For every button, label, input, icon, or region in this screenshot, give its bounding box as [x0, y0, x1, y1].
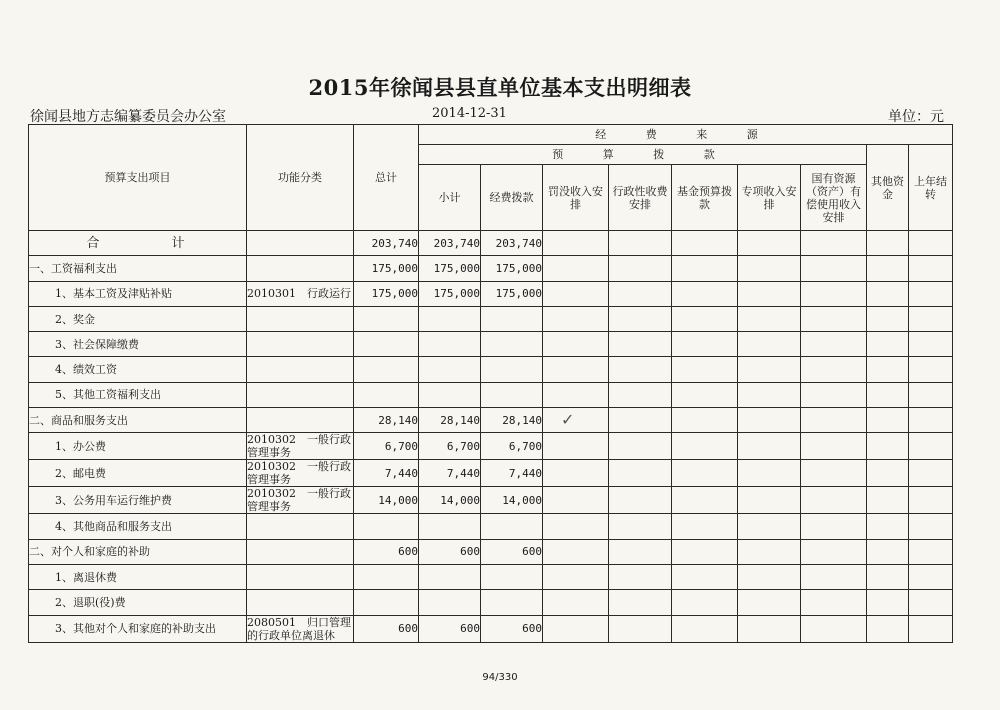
- row-empty-cell: [909, 564, 953, 589]
- row-empty-cell: [909, 408, 953, 433]
- row-subtotal-value: 28,140: [419, 408, 481, 433]
- row-empty-cell: [543, 256, 609, 281]
- row-total-value: [354, 564, 419, 589]
- row-empty-cell: [909, 539, 953, 564]
- row-empty-cell: [738, 564, 801, 589]
- row-empty-cell: [909, 332, 953, 357]
- row-empty-cell: [609, 433, 672, 460]
- row-subtotal-value: [419, 306, 481, 331]
- table-row: [29, 231, 953, 256]
- table-row: [29, 460, 953, 487]
- row-empty-cell: [672, 256, 738, 281]
- row-empty-cell: [867, 615, 909, 642]
- header-budget-allocation: 预 算 拨 款: [419, 145, 867, 165]
- row-empty-cell: [867, 382, 909, 407]
- row-item-label: 1、办公费: [29, 433, 247, 460]
- row-subtotal-value: 14,000: [419, 487, 481, 514]
- row-subtotal-value: [419, 590, 481, 615]
- row-total-value: 7,440: [354, 460, 419, 487]
- row-total-value: [354, 590, 419, 615]
- row-empty-cell: [543, 281, 609, 306]
- row-function-code: 2010302 一般行政管理事务: [247, 433, 354, 460]
- row-allocation-value: 7,440: [481, 460, 543, 487]
- header-admin-fees: 行政性收费安排: [609, 165, 672, 231]
- header-carryover: 上年结转: [909, 145, 953, 231]
- row-empty-cell: [867, 514, 909, 539]
- row-empty-cell: [738, 281, 801, 306]
- row-total-value: 600: [354, 539, 419, 564]
- row-empty-cell: [909, 514, 953, 539]
- row-function-code: [247, 408, 354, 433]
- row-empty-cell: [801, 382, 867, 407]
- row-empty-cell: [867, 487, 909, 514]
- row-empty-cell: [738, 382, 801, 407]
- row-empty-cell: [738, 487, 801, 514]
- table-row: [29, 615, 953, 642]
- table-row: [29, 408, 953, 433]
- header-funding-allocation: 经费拨款: [481, 165, 543, 231]
- row-total-value: [354, 306, 419, 331]
- row-item-label: 3、社会保障缴费: [29, 332, 247, 357]
- table-row: [29, 332, 953, 357]
- row-empty-cell: [909, 615, 953, 642]
- row-allocation-value: [481, 590, 543, 615]
- header-state-assets: 国有资源（资产）有偿使用收入安排: [801, 165, 867, 231]
- currency-unit: 单位：元: [888, 109, 944, 125]
- row-subtotal-value: 6,700: [419, 433, 481, 460]
- header-funding-source: 经 费 来 源: [419, 125, 953, 145]
- row-empty-cell: [672, 539, 738, 564]
- row-empty-cell: [609, 281, 672, 306]
- row-total-value: [354, 332, 419, 357]
- row-function-code: 2010302 一般行政管理事务: [247, 460, 354, 487]
- row-empty-cell: [672, 231, 738, 256]
- row-empty-cell: [738, 590, 801, 615]
- row-empty-cell: [909, 382, 953, 407]
- row-empty-cell: [801, 615, 867, 642]
- row-empty-cell: [801, 487, 867, 514]
- row-empty-cell: [609, 357, 672, 382]
- row-empty-cell: [867, 281, 909, 306]
- row-empty-cell: [867, 306, 909, 331]
- row-empty-cell: [543, 433, 609, 460]
- row-empty-cell: [909, 306, 953, 331]
- row-empty-cell: [543, 382, 609, 407]
- row-item-label: 1、基本工资及津贴补贴: [29, 281, 247, 306]
- row-empty-cell: [672, 281, 738, 306]
- row-item-label: 2、奖金: [29, 306, 247, 331]
- row-empty-cell: [543, 615, 609, 642]
- row-empty-cell: [801, 357, 867, 382]
- header-confiscated: 罚没收入安排: [543, 165, 609, 231]
- row-empty-cell: [543, 357, 609, 382]
- row-empty-cell: [543, 306, 609, 331]
- row-function-code: [247, 590, 354, 615]
- row-empty-cell: [543, 564, 609, 589]
- row-empty-cell: [543, 408, 609, 433]
- row-empty-cell: [738, 408, 801, 433]
- expenditure-table: [28, 124, 953, 643]
- row-function-code: [247, 564, 354, 589]
- row-function-code: 2010301 行政运行: [247, 281, 354, 306]
- table-row: [29, 281, 953, 306]
- row-function-code: [247, 332, 354, 357]
- row-empty-cell: [543, 460, 609, 487]
- report-date: 2014-12-31: [432, 106, 507, 121]
- row-item-label: 4、其他商品和服务支出: [29, 514, 247, 539]
- row-empty-cell: [738, 433, 801, 460]
- row-function-code: [247, 231, 354, 256]
- table-row: [29, 306, 953, 331]
- row-empty-cell: [672, 564, 738, 589]
- row-empty-cell: [801, 408, 867, 433]
- row-item-label: 2、邮电费: [29, 460, 247, 487]
- row-function-code: [247, 514, 354, 539]
- row-empty-cell: [543, 514, 609, 539]
- table-row: [29, 487, 953, 514]
- row-item-label: 3、其他对个人和家庭的补助支出: [29, 615, 247, 642]
- row-allocation-value: [481, 382, 543, 407]
- row-empty-cell: [609, 382, 672, 407]
- row-empty-cell: [801, 433, 867, 460]
- row-empty-cell: [609, 487, 672, 514]
- row-function-code: 2010302 一般行政管理事务: [247, 487, 354, 514]
- row-empty-cell: [867, 332, 909, 357]
- row-empty-cell: [909, 231, 953, 256]
- unit-name: 徐闻县地方志编纂委员会办公室: [30, 109, 226, 125]
- row-empty-cell: [609, 590, 672, 615]
- row-empty-cell: [909, 433, 953, 460]
- row-empty-cell: [609, 514, 672, 539]
- row-empty-cell: [672, 590, 738, 615]
- row-empty-cell: [801, 281, 867, 306]
- row-total-value: 175,000: [354, 281, 419, 306]
- row-empty-cell: [609, 615, 672, 642]
- row-total-value: 6,700: [354, 433, 419, 460]
- row-empty-cell: [609, 408, 672, 433]
- row-function-code: [247, 357, 354, 382]
- row-empty-cell: [909, 487, 953, 514]
- row-allocation-value: 28,140: [481, 408, 543, 433]
- row-item-label: 2、退职(役)费: [29, 590, 247, 615]
- row-empty-cell: [801, 332, 867, 357]
- row-empty-cell: [867, 256, 909, 281]
- table-row: [29, 539, 953, 564]
- row-empty-cell: [738, 539, 801, 564]
- row-empty-cell: [672, 332, 738, 357]
- row-empty-cell: [738, 231, 801, 256]
- row-total-value: [354, 514, 419, 539]
- row-subtotal-value: 203,740: [419, 231, 481, 256]
- row-empty-cell: [609, 460, 672, 487]
- table-row: [29, 564, 953, 589]
- header-other-funds: 其他资金: [867, 145, 909, 231]
- row-empty-cell: [543, 231, 609, 256]
- row-total-value: 600: [354, 615, 419, 642]
- row-empty-cell: [672, 615, 738, 642]
- table-row: [29, 514, 953, 539]
- row-empty-cell: [909, 281, 953, 306]
- check-mark-icon: ✓: [561, 409, 575, 429]
- row-empty-cell: [738, 306, 801, 331]
- table-row: [29, 433, 953, 460]
- row-empty-cell: [801, 590, 867, 615]
- page-number: 94/330: [482, 672, 518, 683]
- row-allocation-value: [481, 357, 543, 382]
- row-allocation-value: [481, 332, 543, 357]
- row-empty-cell: [801, 460, 867, 487]
- row-total-value: 203,740: [354, 231, 419, 256]
- row-function-code: [247, 256, 354, 281]
- row-empty-cell: [909, 590, 953, 615]
- row-subtotal-value: [419, 514, 481, 539]
- document-title: 2015年徐闻县县直单位基本支出明细表: [308, 75, 692, 100]
- row-empty-cell: [738, 460, 801, 487]
- row-empty-cell: [609, 231, 672, 256]
- row-empty-cell: [609, 539, 672, 564]
- row-allocation-value: [481, 514, 543, 539]
- row-empty-cell: [801, 256, 867, 281]
- row-total-value: [354, 357, 419, 382]
- row-empty-cell: [672, 306, 738, 331]
- row-empty-cell: [801, 514, 867, 539]
- row-empty-cell: [738, 615, 801, 642]
- row-empty-cell: [867, 460, 909, 487]
- table-row: [29, 590, 953, 615]
- row-empty-cell: [543, 590, 609, 615]
- row-allocation-value: 14,000: [481, 487, 543, 514]
- row-subtotal-value: [419, 357, 481, 382]
- row-allocation-value: 6,700: [481, 433, 543, 460]
- row-empty-cell: [867, 357, 909, 382]
- row-empty-cell: [738, 256, 801, 281]
- row-empty-cell: [738, 332, 801, 357]
- row-item-label: 合 计: [29, 231, 247, 256]
- row-empty-cell: [738, 514, 801, 539]
- row-subtotal-value: [419, 332, 481, 357]
- row-empty-cell: [543, 487, 609, 514]
- row-empty-cell: [867, 564, 909, 589]
- row-empty-cell: [801, 564, 867, 589]
- row-total-value: 28,140: [354, 408, 419, 433]
- row-function-code: 2080501 归口管理的行政单位离退休: [247, 615, 354, 642]
- header-total: 总计: [354, 125, 419, 231]
- row-subtotal-value: 175,000: [419, 256, 481, 281]
- row-function-code: [247, 539, 354, 564]
- row-empty-cell: [909, 357, 953, 382]
- row-empty-cell: [672, 408, 738, 433]
- table-row: [29, 256, 953, 281]
- row-total-value: 175,000: [354, 256, 419, 281]
- header-subtotal: 小计: [419, 165, 481, 231]
- row-total-value: 14,000: [354, 487, 419, 514]
- row-allocation-value: [481, 564, 543, 589]
- row-empty-cell: [738, 357, 801, 382]
- table-row: [29, 382, 953, 407]
- row-subtotal-value: 7,440: [419, 460, 481, 487]
- row-function-code: [247, 382, 354, 407]
- row-empty-cell: [801, 539, 867, 564]
- row-allocation-value: 203,740: [481, 231, 543, 256]
- row-allocation-value: 175,000: [481, 281, 543, 306]
- row-subtotal-value: [419, 564, 481, 589]
- row-empty-cell: [672, 514, 738, 539]
- row-empty-cell: [543, 539, 609, 564]
- row-allocation-value: [481, 306, 543, 331]
- row-empty-cell: [672, 357, 738, 382]
- row-item-label: 二、对个人和家庭的补助: [29, 539, 247, 564]
- row-item-label: 一、工资福利支出: [29, 256, 247, 281]
- table-row: [29, 357, 953, 382]
- row-empty-cell: [867, 590, 909, 615]
- row-allocation-value: 600: [481, 539, 543, 564]
- row-empty-cell: [672, 487, 738, 514]
- row-empty-cell: [867, 433, 909, 460]
- row-empty-cell: [609, 564, 672, 589]
- row-function-code: [247, 306, 354, 331]
- row-subtotal-value: 600: [419, 539, 481, 564]
- row-empty-cell: [543, 332, 609, 357]
- row-empty-cell: [672, 382, 738, 407]
- row-item-label: 1、离退休费: [29, 564, 247, 589]
- row-item-label: 5、其他工资福利支出: [29, 382, 247, 407]
- header-special-income: 专项收入安排: [738, 165, 801, 231]
- row-empty-cell: [909, 460, 953, 487]
- row-empty-cell: [801, 306, 867, 331]
- row-item-label: 3、公务用车运行维护费: [29, 487, 247, 514]
- row-empty-cell: [609, 256, 672, 281]
- row-allocation-value: 175,000: [481, 256, 543, 281]
- row-empty-cell: [609, 306, 672, 331]
- row-empty-cell: [609, 332, 672, 357]
- row-empty-cell: [672, 433, 738, 460]
- row-empty-cell: [867, 539, 909, 564]
- row-empty-cell: [909, 256, 953, 281]
- header-item: 预算支出项目: [29, 125, 247, 231]
- row-empty-cell: [672, 460, 738, 487]
- row-subtotal-value: 175,000: [419, 281, 481, 306]
- row-empty-cell: [801, 231, 867, 256]
- row-empty-cell: [867, 231, 909, 256]
- row-item-label: 二、商品和服务支出: [29, 408, 247, 433]
- row-subtotal-value: [419, 382, 481, 407]
- row-item-label: 4、绩效工资: [29, 357, 247, 382]
- row-allocation-value: 600: [481, 615, 543, 642]
- row-subtotal-value: 600: [419, 615, 481, 642]
- row-total-value: [354, 382, 419, 407]
- header-function: 功能分类: [247, 125, 354, 231]
- header-fund-budget: 基金预算拨款: [672, 165, 738, 231]
- row-empty-cell: [867, 408, 909, 433]
